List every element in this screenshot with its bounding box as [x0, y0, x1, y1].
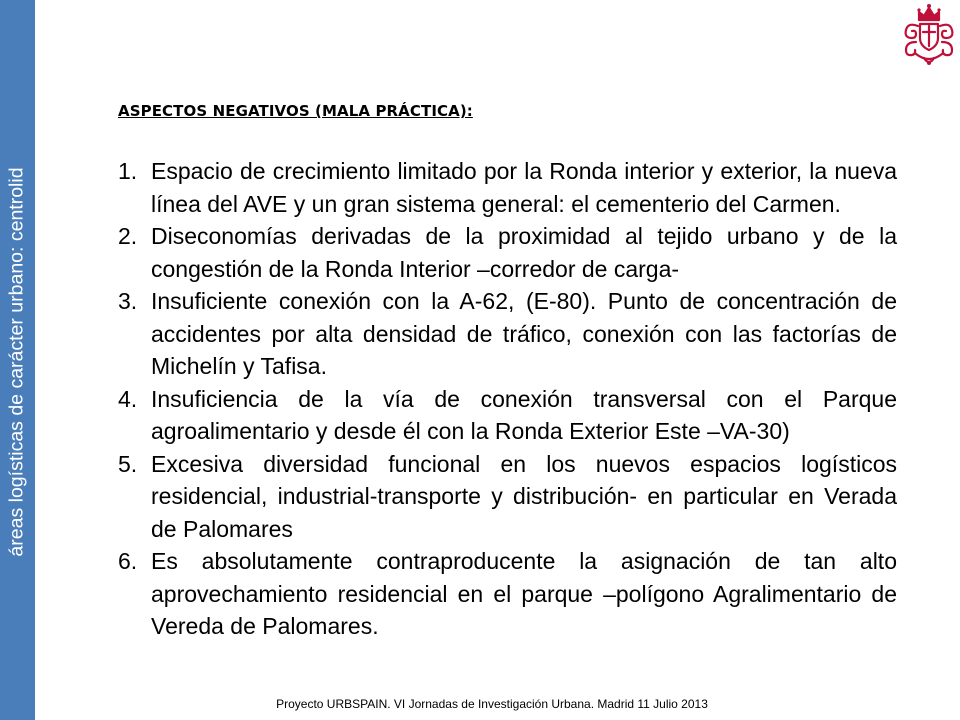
list-item-number: 2. — [118, 223, 138, 249]
list-item-number: 1. — [118, 158, 138, 184]
list-item-text: Espacio de crecimiento limitado por la Ronda interior y exterior, la nueva línea del AVE y un gran sistema general: el cementerio del Carmen. — [151, 158, 897, 217]
footer-citation: Proyecto URBSPAIN. VI Jornadas de Investigación Urbana. Madrid 11 Julio 2013 — [276, 697, 708, 711]
list-item-text: Excesiva diversidad funcional en los nuevos espacios logísticos residencial, industrial-transporte y distribución- en particular en Verada de Palomares — [151, 450, 897, 542]
list-item — [118, 545, 897, 643]
negative-aspects-list — [118, 155, 897, 643]
list-item-text: Insuficiente conexión con la A-62, (E-80). Punto de concentración de accidentes por alta densidad de tráfico, conexión con las factorías de Michelín y Tafisa. — [151, 288, 897, 379]
section-heading: ASPECTOS NEGATIVOS (MALA PRÁCTICA): — [118, 102, 473, 120]
list-item — [118, 155, 897, 220]
list-item-number: 5. — [118, 450, 138, 477]
list-item-number: 4. — [118, 385, 138, 412]
list-item — [118, 383, 897, 448]
list-item-text: Diseconomías derivadas de la proximidad al tejido urbano y de la congestión de la Ronda Interior –corredor de carga- — [151, 223, 897, 282]
coat-of-arms-icon — [898, 2, 960, 68]
sidebar — [0, 0, 35, 720]
list-item-text: Insuficiencia de la vía de conexión transversal con el Parque agroalimentario y desde él con la Ronda Exterior Este –VA-30) — [151, 385, 897, 444]
list-item-text: Es absolutamente contraproducente la asignación de tan alto aprovechamiento residencial en el parque –polígono Agralimentario de Vereda de Palomares. — [151, 548, 897, 639]
list-item-number: 3. — [118, 288, 138, 314]
list-item — [118, 220, 897, 285]
list-item — [118, 285, 897, 383]
sidebar-title: áreas logísticas de carácter urbano: centrolid — [5, 167, 28, 557]
list-item-number: 6. — [118, 548, 138, 574]
list-item — [118, 448, 897, 546]
